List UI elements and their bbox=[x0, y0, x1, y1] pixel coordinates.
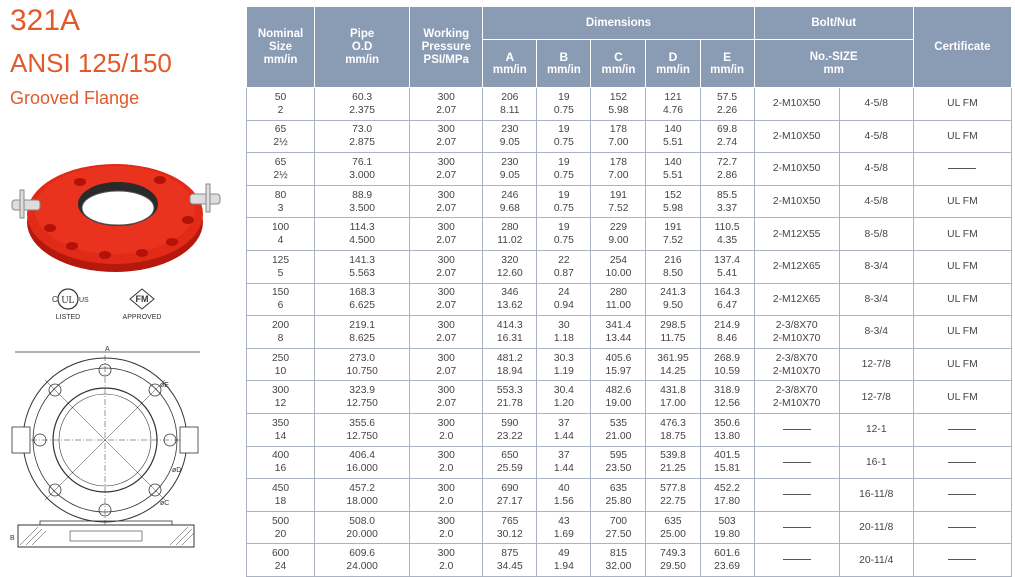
empty-dash bbox=[948, 559, 976, 560]
empty-dash bbox=[948, 429, 976, 430]
cell-dim-d: 749.3 29.50 bbox=[646, 544, 700, 577]
cell-nut: 16-1 bbox=[839, 446, 913, 479]
cell-dim-d: 476.3 18.75 bbox=[646, 413, 700, 446]
table-row bbox=[247, 153, 1012, 186]
cell-bolt bbox=[754, 479, 839, 512]
technical-drawing bbox=[10, 345, 235, 577]
cell-dim-b: 19 0.75 bbox=[537, 218, 591, 251]
cell-dim-b: 30.4 1.20 bbox=[537, 381, 591, 414]
cell-working-pressure: 300 2.07 bbox=[410, 218, 483, 251]
cell-bolt: 2-M12X55 bbox=[754, 218, 839, 251]
cell-nominal-size: 350 14 bbox=[247, 413, 315, 446]
cell-certificate bbox=[913, 446, 1011, 479]
cell-bolt bbox=[754, 413, 839, 446]
cell-certificate: UL FM bbox=[913, 283, 1011, 316]
cell-bolt bbox=[754, 544, 839, 577]
cell-working-pressure: 300 2.0 bbox=[410, 479, 483, 512]
table-row bbox=[247, 316, 1012, 349]
spec-table bbox=[246, 6, 1012, 577]
cell-pipe-od: 457.2 18.000 bbox=[315, 479, 410, 512]
empty-dash bbox=[948, 527, 976, 528]
cell-certificate bbox=[913, 544, 1011, 577]
cell-dim-b: 40 1.56 bbox=[537, 479, 591, 512]
cell-nut: 8-3/4 bbox=[839, 250, 913, 283]
cell-dim-a: 765 30.12 bbox=[483, 511, 537, 544]
cell-dim-a: 230 9.05 bbox=[483, 153, 537, 186]
cell-nominal-size: 50 2 bbox=[247, 88, 315, 121]
cell-dim-b: 19 0.75 bbox=[537, 153, 591, 186]
cell-dim-c: 280 11.00 bbox=[591, 283, 646, 316]
cell-dim-a: 414.3 16.31 bbox=[483, 316, 537, 349]
cell-nut: 4-5/8 bbox=[839, 185, 913, 218]
header-certificate: Certificate bbox=[913, 7, 1011, 88]
cell-nut: 8-5/8 bbox=[839, 218, 913, 251]
cell-certificate: UL FM bbox=[913, 120, 1011, 153]
cell-certificate bbox=[913, 511, 1011, 544]
cell-dim-e: 110.5 4.35 bbox=[700, 218, 754, 251]
cell-dim-c: 191 7.52 bbox=[591, 185, 646, 218]
cell-working-pressure: 300 2.07 bbox=[410, 348, 483, 381]
cell-nut: 12-7/8 bbox=[839, 381, 913, 414]
cell-working-pressure: 300 2.07 bbox=[410, 120, 483, 153]
table-row bbox=[247, 381, 1012, 414]
cell-bolt: 2-M10X50 bbox=[754, 88, 839, 121]
cell-dim-c: 482.6 19.00 bbox=[591, 381, 646, 414]
cell-dim-d: 191 7.52 bbox=[646, 218, 700, 251]
cell-working-pressure: 300 2.0 bbox=[410, 446, 483, 479]
cell-dim-b: 43 1.69 bbox=[537, 511, 591, 544]
cell-dim-a: 590 23.22 bbox=[483, 413, 537, 446]
header-no-size: No.-SIZE mm bbox=[754, 40, 913, 88]
table-row bbox=[247, 348, 1012, 381]
cell-dim-d: 140 5.51 bbox=[646, 153, 700, 186]
cell-nominal-size: 65 2½ bbox=[247, 153, 315, 186]
cell-dim-b: 19 0.75 bbox=[537, 120, 591, 153]
cell-bolt: 2-M12X65 bbox=[754, 250, 839, 283]
cell-bolt: 2-M12X65 bbox=[754, 283, 839, 316]
table-row bbox=[247, 413, 1012, 446]
cell-certificate: UL FM bbox=[913, 88, 1011, 121]
table-row bbox=[247, 218, 1012, 251]
cell-nominal-size: 400 16 bbox=[247, 446, 315, 479]
header-dim-e: E mm/in bbox=[700, 40, 754, 88]
cell-certificate bbox=[913, 479, 1011, 512]
header-dim-c: C mm/in bbox=[591, 40, 646, 88]
cell-dim-c: 405.6 15.97 bbox=[591, 348, 646, 381]
cell-pipe-od: 60.3 2.375 bbox=[315, 88, 410, 121]
spec-table-body bbox=[247, 88, 1012, 577]
cell-dim-a: 246 9.68 bbox=[483, 185, 537, 218]
cell-certificate: UL FM bbox=[913, 348, 1011, 381]
cell-dim-e: 268.9 10.59 bbox=[700, 348, 754, 381]
cell-dim-a: 206 8.11 bbox=[483, 88, 537, 121]
empty-dash bbox=[783, 527, 811, 528]
table-row bbox=[247, 283, 1012, 316]
c-mark: C bbox=[52, 295, 58, 304]
empty-dash bbox=[948, 462, 976, 463]
cell-dim-b: 37 1.44 bbox=[537, 446, 591, 479]
product-panel bbox=[0, 0, 246, 577]
cell-dim-e: 72.7 2.86 bbox=[700, 153, 754, 186]
flange-photo bbox=[10, 150, 225, 285]
header-nominal-size: Nominal Size mm/in bbox=[247, 7, 315, 88]
cell-pipe-od: 76.1 3.000 bbox=[315, 153, 410, 186]
dim-c-label: øC bbox=[160, 500, 170, 507]
cell-nut: 4-5/8 bbox=[839, 88, 913, 121]
cell-nominal-size: 250 10 bbox=[247, 348, 315, 381]
cell-working-pressure: 300 2.07 bbox=[410, 153, 483, 186]
cell-dim-d: 361.95 14.25 bbox=[646, 348, 700, 381]
table-row bbox=[247, 250, 1012, 283]
cell-dim-d: 140 5.51 bbox=[646, 120, 700, 153]
cell-dim-c: 152 5.98 bbox=[591, 88, 646, 121]
cell-dim-e: 350.6 13.80 bbox=[700, 413, 754, 446]
cell-pipe-od: 355.6 12.750 bbox=[315, 413, 410, 446]
cell-bolt: 2-3/8X70 2-M10X70 bbox=[754, 348, 839, 381]
cell-bolt bbox=[754, 511, 839, 544]
cell-nut: 8-3/4 bbox=[839, 316, 913, 349]
table-row bbox=[247, 185, 1012, 218]
cell-dim-b: 49 1.94 bbox=[537, 544, 591, 577]
cell-dim-d: 431.8 17.00 bbox=[646, 381, 700, 414]
header-dimensions: Dimensions bbox=[483, 7, 754, 40]
cell-dim-a: 481.2 18.94 bbox=[483, 348, 537, 381]
cell-dim-c: 254 10.00 bbox=[591, 250, 646, 283]
cell-dim-a: 280 11.02 bbox=[483, 218, 537, 251]
empty-dash bbox=[783, 462, 811, 463]
header-working-pressure: Working Pressure PSI/MPa bbox=[410, 7, 483, 88]
cell-dim-d: 577.8 22.75 bbox=[646, 479, 700, 512]
cell-working-pressure: 300 2.0 bbox=[410, 511, 483, 544]
cell-dim-e: 164.3 6.47 bbox=[700, 283, 754, 316]
cell-dim-e: 601.6 23.69 bbox=[700, 544, 754, 577]
cell-bolt: 2-M10X50 bbox=[754, 120, 839, 153]
cell-dim-b: 24 0.94 bbox=[537, 283, 591, 316]
cell-dim-c: 341.4 13.44 bbox=[591, 316, 646, 349]
cell-bolt: 2-3/8X70 2-M10X70 bbox=[754, 381, 839, 414]
cell-dim-c: 535 21.00 bbox=[591, 413, 646, 446]
empty-dash bbox=[948, 494, 976, 495]
cell-working-pressure: 300 2.07 bbox=[410, 283, 483, 316]
cell-dim-d: 539.8 21.25 bbox=[646, 446, 700, 479]
cell-dim-c: 595 23.50 bbox=[591, 446, 646, 479]
cell-dim-e: 85.5 3.37 bbox=[700, 185, 754, 218]
cell-dim-e: 401.5 15.81 bbox=[700, 446, 754, 479]
cell-dim-d: 216 8.50 bbox=[646, 250, 700, 283]
cell-pipe-od: 114.3 4.500 bbox=[315, 218, 410, 251]
cell-dim-e: 137.4 5.41 bbox=[700, 250, 754, 283]
product-standard: ANSI 125/150 bbox=[10, 48, 172, 78]
header-bolt-nut: Bolt/Nut bbox=[754, 7, 913, 40]
cell-dim-d: 635 25.00 bbox=[646, 511, 700, 544]
product-name: Grooved Flange bbox=[10, 88, 140, 108]
table-row bbox=[247, 120, 1012, 153]
cell-dim-d: 152 5.98 bbox=[646, 185, 700, 218]
cell-pipe-od: 609.6 24.000 bbox=[315, 544, 410, 577]
cell-working-pressure: 300 2.07 bbox=[410, 381, 483, 414]
cell-dim-a: 346 13.62 bbox=[483, 283, 537, 316]
cell-nominal-size: 450 18 bbox=[247, 479, 315, 512]
us-mark: US bbox=[79, 297, 89, 304]
cell-working-pressure: 300 2.0 bbox=[410, 544, 483, 577]
cell-dim-d: 298.5 11.75 bbox=[646, 316, 700, 349]
table-row bbox=[247, 479, 1012, 512]
cell-dim-c: 700 27.50 bbox=[591, 511, 646, 544]
empty-dash bbox=[783, 429, 811, 430]
cell-nominal-size: 500 20 bbox=[247, 511, 315, 544]
cell-bolt: 2-M10X50 bbox=[754, 185, 839, 218]
cell-certificate: UL FM bbox=[913, 218, 1011, 251]
cell-working-pressure: 300 2.07 bbox=[410, 88, 483, 121]
cell-dim-e: 503 19.80 bbox=[700, 511, 754, 544]
cell-nut: 4-5/8 bbox=[839, 120, 913, 153]
cell-dim-b: 37 1.44 bbox=[537, 413, 591, 446]
cell-dim-c: 178 7.00 bbox=[591, 120, 646, 153]
cell-dim-d: 241.3 9.50 bbox=[646, 283, 700, 316]
cell-working-pressure: 300 2.07 bbox=[410, 185, 483, 218]
cell-nut: 12-7/8 bbox=[839, 348, 913, 381]
empty-dash bbox=[783, 559, 811, 560]
cell-pipe-od: 219.1 8.625 bbox=[315, 316, 410, 349]
cell-dim-a: 320 12.60 bbox=[483, 250, 537, 283]
fm-approved-label: APPROVED bbox=[122, 314, 162, 321]
header-dim-d: D mm/in bbox=[646, 40, 700, 88]
cell-certificate: UL FM bbox=[913, 316, 1011, 349]
cell-dim-d: 121 4.76 bbox=[646, 88, 700, 121]
cell-certificate: UL FM bbox=[913, 250, 1011, 283]
dim-b-label: B bbox=[10, 535, 15, 542]
product-model: 321A bbox=[10, 4, 81, 37]
cell-dim-b: 19 0.75 bbox=[537, 88, 591, 121]
cell-nut: 8-3/4 bbox=[839, 283, 913, 316]
table-row bbox=[247, 88, 1012, 121]
cell-nominal-size: 300 12 bbox=[247, 381, 315, 414]
cell-dim-e: 69.8 2.74 bbox=[700, 120, 754, 153]
cell-dim-e: 452.2 17.80 bbox=[700, 479, 754, 512]
cell-dim-a: 690 27.17 bbox=[483, 479, 537, 512]
cell-pipe-od: 273.0 10.750 bbox=[315, 348, 410, 381]
cell-dim-a: 875 34.45 bbox=[483, 544, 537, 577]
cell-pipe-od: 168.3 6.625 bbox=[315, 283, 410, 316]
cell-certificate: UL FM bbox=[913, 185, 1011, 218]
cell-dim-c: 178 7.00 bbox=[591, 153, 646, 186]
cell-nut: 20-11/8 bbox=[839, 511, 913, 544]
cell-working-pressure: 300 2.07 bbox=[410, 316, 483, 349]
cell-certificate: UL FM bbox=[913, 381, 1011, 414]
cell-nominal-size: 600 24 bbox=[247, 544, 315, 577]
cell-dim-c: 635 25.80 bbox=[591, 479, 646, 512]
cell-pipe-od: 323.9 12.750 bbox=[315, 381, 410, 414]
cell-dim-e: 214.9 8.46 bbox=[700, 316, 754, 349]
cell-working-pressure: 300 2.07 bbox=[410, 250, 483, 283]
cell-nominal-size: 100 4 bbox=[247, 218, 315, 251]
header-dim-a: A mm/in bbox=[483, 40, 537, 88]
table-row bbox=[247, 511, 1012, 544]
cell-pipe-od: 73.0 2.875 bbox=[315, 120, 410, 153]
table-row bbox=[247, 446, 1012, 479]
cell-dim-b: 22 0.87 bbox=[537, 250, 591, 283]
cell-nut: 16-11/8 bbox=[839, 479, 913, 512]
ul-listed-label: LISTED bbox=[55, 314, 81, 321]
cell-nominal-size: 200 8 bbox=[247, 316, 315, 349]
header-pipe-od: Pipe O.D mm/in bbox=[315, 7, 410, 88]
cell-dim-b: 30 1.18 bbox=[537, 316, 591, 349]
cell-working-pressure: 300 2.0 bbox=[410, 413, 483, 446]
cell-dim-b: 19 0.75 bbox=[537, 185, 591, 218]
dim-a-label: A bbox=[105, 346, 110, 353]
cell-pipe-od: 141.3 5.563 bbox=[315, 250, 410, 283]
empty-dash bbox=[948, 168, 976, 169]
cell-pipe-od: 406.4 16.000 bbox=[315, 446, 410, 479]
cell-nominal-size: 80 3 bbox=[247, 185, 315, 218]
ul-mark: UL bbox=[61, 295, 75, 306]
cell-nut: 20-11/4 bbox=[839, 544, 913, 577]
cell-bolt: 2-M10X50 bbox=[754, 153, 839, 186]
cell-dim-a: 650 25.59 bbox=[483, 446, 537, 479]
empty-dash bbox=[783, 494, 811, 495]
header-dim-b: B mm/in bbox=[537, 40, 591, 88]
cell-dim-c: 229 9.00 bbox=[591, 218, 646, 251]
cell-nominal-size: 65 2½ bbox=[247, 120, 315, 153]
cell-dim-a: 553.3 21.78 bbox=[483, 381, 537, 414]
cell-pipe-od: 88.9 3.500 bbox=[315, 185, 410, 218]
cell-certificate bbox=[913, 413, 1011, 446]
cell-dim-c: 815 32.00 bbox=[591, 544, 646, 577]
cell-nut: 4-5/8 bbox=[839, 153, 913, 186]
cell-dim-e: 318.9 12.56 bbox=[700, 381, 754, 414]
dim-d-label: øD bbox=[172, 467, 182, 474]
cell-nominal-size: 150 6 bbox=[247, 283, 315, 316]
cell-certificate bbox=[913, 153, 1011, 186]
certification-marks bbox=[48, 286, 218, 322]
cell-nut: 12-1 bbox=[839, 413, 913, 446]
dim-e-label: øE bbox=[160, 382, 169, 389]
cell-dim-a: 230 9.05 bbox=[483, 120, 537, 153]
table-row bbox=[247, 544, 1012, 577]
cell-dim-b: 30.3 1.19 bbox=[537, 348, 591, 381]
cell-pipe-od: 508.0 20.000 bbox=[315, 511, 410, 544]
cell-bolt bbox=[754, 446, 839, 479]
cell-dim-e: 57.5 2.26 bbox=[700, 88, 754, 121]
cell-nominal-size: 125 5 bbox=[247, 250, 315, 283]
cell-bolt: 2-3/8X70 2-M10X70 bbox=[754, 316, 839, 349]
fm-mark: FM bbox=[135, 294, 149, 304]
